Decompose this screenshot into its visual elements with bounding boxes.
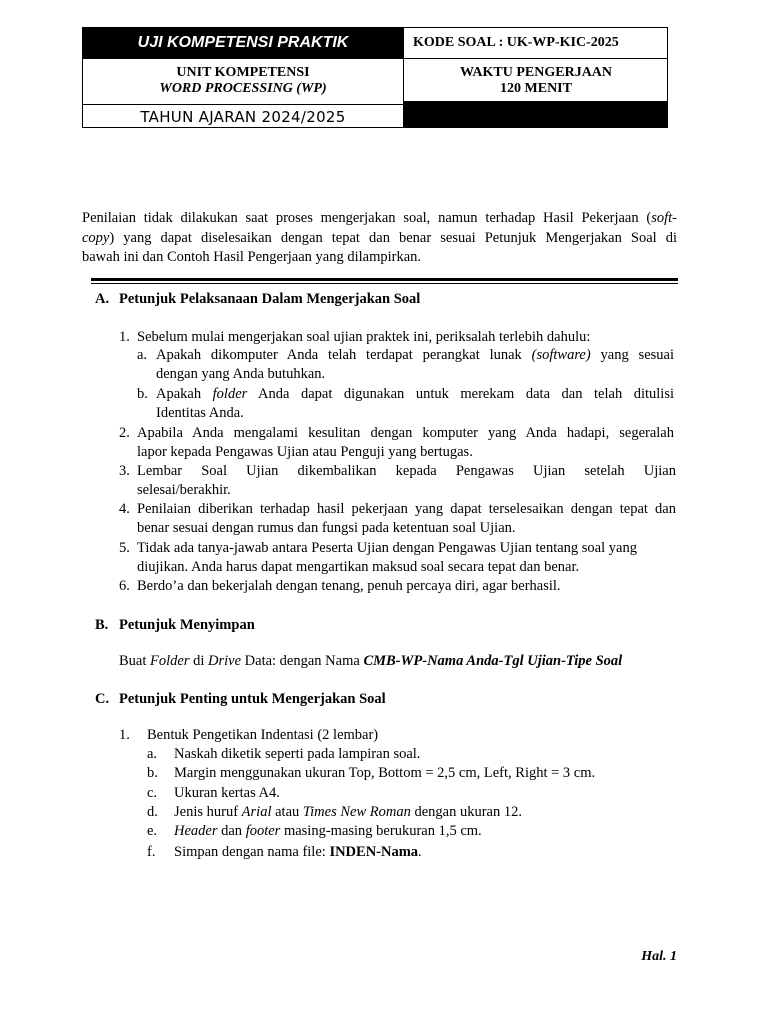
c-sub-e-letter: e. [147, 823, 158, 839]
font-arial: Arial [241, 804, 272, 820]
section-c-letter: C. [95, 691, 110, 707]
exam-title: UJI KOMPETENSI PRAKTIK [83, 28, 403, 58]
c-sub-e [174, 822, 482, 841]
folder-name-format: CMB-WP-Nama Anda-Tgl Ujian-Tipe Soal [363, 653, 623, 669]
text: di [189, 653, 209, 669]
c-item-1: Bentuk Pengetikan Indentasi (2 lembar) [147, 727, 379, 743]
section-b-text [119, 652, 622, 671]
a-sub-a-line-1 [156, 346, 674, 365]
header-term: Header [174, 823, 218, 839]
divider-thick [91, 278, 678, 281]
intro-line-2 [82, 229, 677, 248]
unit-label: UNIT KOMPETENSI [176, 65, 310, 80]
a-item-4-num: 4. [119, 501, 130, 517]
a-sub-b-line-1 [156, 385, 674, 404]
divider-thin [91, 283, 678, 284]
a-item-4-line-2: benar sesuai dengan rumus dan fungsi pada ketentuan soal Ujian. [137, 520, 516, 536]
intro-softcopy-2: copy [82, 230, 110, 246]
text: Apakah dikomputer Anda telah terdapat perangkat lunak [156, 347, 532, 363]
a-item-6: Berdo’a dan bekerjalah dengan tenang, penuh percaya diri, agar berhasil. [137, 578, 561, 594]
text: masing-masing berukuran 1,5 cm. [280, 823, 482, 839]
a-item-1: Sebelum mulai mengerjakan soal ujian praktek ini, periksalah terlebih dahulu: [137, 329, 591, 345]
intro-line-1 [82, 209, 677, 228]
footer-term: footer [245, 823, 281, 839]
c-sub-c: Ukuran kertas A4. [174, 785, 280, 801]
a-sub-a-letter: a. [137, 347, 148, 363]
c-sub-a: Naskah diketik seperti pada lampiran soal. [174, 746, 421, 762]
black-cell [403, 101, 668, 128]
text: Data: dengan Nama [241, 653, 364, 669]
c-sub-b: Margin menggunakan ukuran Top, Bottom = 2,5 cm, Left, Right = 3 cm. [174, 765, 596, 781]
intro-text: Penilaian tidak dilakukan saat proses mengerjakan soal, namun terhadap Hasil Pekerjaan ( [82, 210, 652, 226]
a-item-2-line-1: Apabila Anda mengalami kesulitan dengan komputer yang Anda hadapi, segeralah [137, 425, 674, 441]
drive-term: Drive [208, 653, 242, 669]
c-item-1-num: 1. [119, 727, 130, 743]
text: . [418, 844, 422, 860]
font-times: Times New Roman [302, 804, 411, 820]
a-item-5-num: 5. [119, 540, 130, 556]
intro-softcopy-1: soft- [651, 210, 677, 226]
c-sub-f-letter: f. [147, 844, 156, 860]
text: Jenis huruf [174, 804, 242, 820]
text: yang sesuai [590, 347, 674, 363]
unit-kompetensi [83, 58, 403, 104]
c-sub-b-letter: b. [147, 765, 158, 781]
a-sub-a-line-2: dengan yang Anda butuhkan. [156, 366, 326, 382]
folder-term: folder [212, 386, 248, 402]
text: atau [271, 804, 303, 820]
a-item-2-line-2: lapor kepada Pengawas Ujian atau Penguji yang bertugas. [137, 444, 473, 460]
text: Anda dapat digunakan untuk merekam data dan telah ditulisi [247, 386, 675, 402]
waktu-value: 120 MENIT [500, 81, 572, 96]
software-term: (software) [531, 347, 591, 363]
a-item-4-line-1: Penilaian diberikan terhadap hasil pekerjaan yang dapat terselesaikan dengan tepat dan [137, 501, 676, 517]
file-name: INDEN-Nama [329, 844, 419, 860]
intro-line-3: bawah ini dan Contoh Hasil Pengerjaan yang dilampirkan. [82, 249, 422, 265]
c-sub-c-letter: c. [147, 785, 158, 801]
tahun-ajaran: TAHUN AJARAN 2024/2025 [83, 104, 403, 128]
page-number: Hal. 1 [641, 949, 677, 964]
c-sub-a-letter: a. [147, 746, 158, 762]
a-item-6-num: 6. [119, 578, 130, 594]
a-item-3-line-2: selesai/berakhir. [137, 482, 231, 498]
text: Simpan dengan nama file: [174, 844, 330, 860]
section-b-heading: Petunjuk Menyimpan [119, 617, 255, 633]
text: dengan ukuran 12. [410, 804, 522, 820]
c-sub-f [174, 843, 422, 862]
a-item-2-num: 2. [119, 425, 130, 441]
a-sub-b-line-2: Identitas Anda. [156, 405, 244, 421]
section-b-letter: B. [95, 617, 109, 633]
waktu-pengerjaan [403, 58, 668, 101]
section-a-letter: A. [95, 291, 110, 307]
a-item-3-line-1: Lembar Soal Ujian dikembalikan kepada Pengawas Ujian setelah Ujian [137, 463, 676, 479]
a-sub-b-letter: b. [137, 386, 148, 402]
unit-name: WORD PROCESSING (WP) [159, 81, 327, 96]
text: dan [217, 823, 246, 839]
a-item-3-num: 3. [119, 463, 130, 479]
c-sub-d [174, 803, 522, 822]
text: Buat [119, 653, 151, 669]
c-sub-d-letter: d. [147, 804, 158, 820]
section-c-heading: Petunjuk Penting untuk Mengerjakan Soal [119, 691, 386, 707]
a-item-5-line-1: Tidak ada tanya-jawab antara Peserta Ujian dengan Pengawas Ujian tentang soal yang [137, 540, 637, 556]
intro-text: ) yang dapat diselesaikan dengan tepat dan benar sesuai Petunjuk Mengerjakan Soal di [109, 230, 677, 246]
waktu-label: WAKTU PENGERJAAN [459, 65, 613, 80]
a-item-1-num: 1. [119, 329, 130, 345]
folder-term: Folder [150, 653, 190, 669]
kode-soal: KODE SOAL : UK-WP-KIC-2025 [403, 28, 668, 58]
a-item-5-line-2: diujikan. Anda harus dapat mengartikan maksud soal secara tepat dan benar. [137, 559, 580, 575]
section-a-heading: Petunjuk Pelaksanaan Dalam Mengerjakan Soal [119, 291, 421, 307]
header-table [82, 27, 668, 128]
text: Apakah [156, 386, 213, 402]
